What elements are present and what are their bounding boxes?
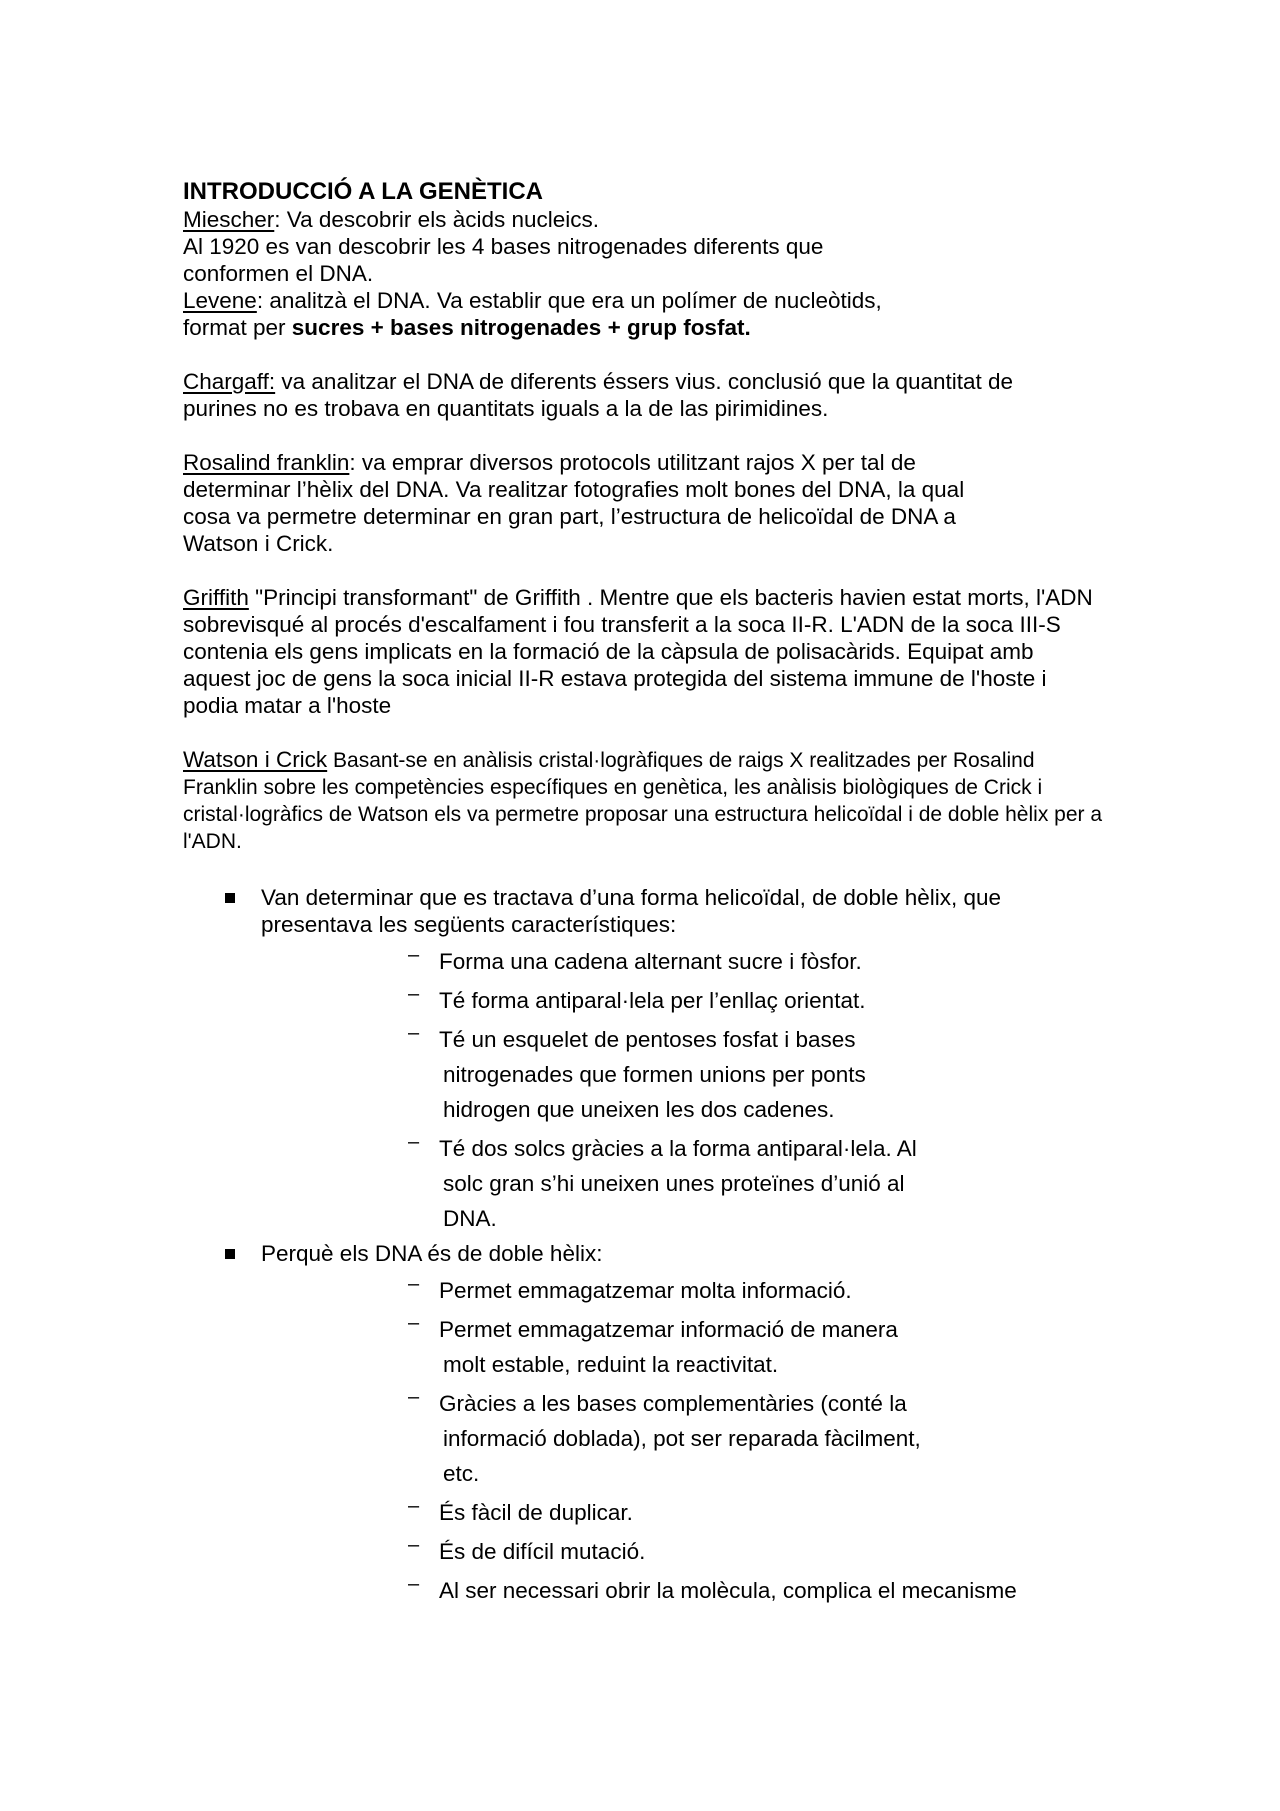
list-item: – Té dos solcs gràcies a la forma antiparal·lela. Al solc gran s’hi uneixen unes proteïnes d’unió al DNA. <box>183 1131 959 1236</box>
list-item: – És fàcil de duplicar. <box>183 1495 959 1530</box>
dash-icon: – <box>408 1273 420 1295</box>
name-watson: Watson i Crick <box>183 747 328 772</box>
document-body <box>183 178 1113 1612</box>
dash-icon: – <box>408 1534 420 1556</box>
list-item: – Al ser necessari obrir la molècula, complica el mecanisme <box>183 1573 1079 1608</box>
paragraph-levene <box>183 287 903 341</box>
list-item: – Gràcies a les bases complementàries (conté la informació doblada), pot ser reparada fàcilment, etc. <box>183 1386 959 1491</box>
sub-list <box>183 944 1113 1236</box>
dash-icon: – <box>408 1022 420 1044</box>
square-bullet-icon <box>225 1249 235 1259</box>
list-item: – Té forma antiparal·lela per l’enllaç orientat. <box>183 983 959 1018</box>
list-item: – Permet emmagatzemar molta informació. <box>183 1273 959 1308</box>
paragraph-watson <box>183 746 1113 854</box>
paragraph-franklin <box>183 449 973 557</box>
text-miescher: : Va descobrir els àcids nucleics. <box>274 207 600 232</box>
list-item: – És de difícil mutació. <box>183 1534 959 1569</box>
dash-icon: – <box>408 944 420 966</box>
dash-icon: – <box>408 1386 420 1408</box>
square-bullet-icon <box>225 893 235 903</box>
bullet-text: Van determinar que es tractava d’una forma helicoïdal, de doble hèlix, que presentava les següents característiques: <box>261 885 1002 937</box>
dash-icon: – <box>408 1573 420 1595</box>
name-chargaff: Chargaff: <box>183 369 276 394</box>
page-title: INTRODUCCIÓ A LA GENÈTICA <box>183 178 543 205</box>
text-watson: Basant-se en anàlisis cristal·logràfiques de raigs X realitzades per Rosalind Franklin sobre les competències específiques en genètica, les anàlisis biològiques de Crick i cristal·logràfics de Watson els va permetre proposar una estructura helicoïdal i de doble hèlix per a l'ADN. <box>183 749 1103 853</box>
name-miescher: Miescher <box>183 207 275 232</box>
name-franklin: Rosalind franklin <box>183 450 350 475</box>
dash-icon: – <box>408 983 420 1005</box>
paragraph-miescher <box>183 206 1113 233</box>
list-item: – Forma una cadena alternant sucre i fòsfor. <box>183 944 959 979</box>
name-levene: Levene <box>183 288 257 313</box>
paragraph-griffith <box>183 584 1103 719</box>
paragraph-chargaff <box>183 368 1073 422</box>
name-griffith: Griffith <box>183 585 249 610</box>
text-franklin: : va emprar diversos protocols utilitzant rajos X per tal de determinar l’hèlix del DNA. Va realitzar fotografies molt bones del DNA, la qual cosa va permetre determinar en gran part, l’estructura de helicoïdal de DNA a Watson i Crick. <box>183 450 965 556</box>
bullet-text: Perquè els DNA és de doble hèlix: <box>261 1241 603 1266</box>
text-levene: : analitzà el DNA. Va establir que era un polímer de nucleòtids, format per <box>183 288 882 340</box>
sub-list <box>183 1273 1113 1608</box>
list-item: – Té un esquelet de pentoses fosfat i bases nitrogenades que formen unions per ponts hidrogen que uneixen les dos cadenes. <box>183 1022 959 1127</box>
list-item: – Permet emmagatzemar informació de manera molt estable, reduint la reactivitat. <box>183 1312 959 1382</box>
text-griffith: "Principi transformant" de Griffith . Mentre que els bacteris havien estat morts, l'ADN sobrevisqué al procés d'escalfament i fou transferit a la soca II-R. L'ADN de la soca III-S contenia els gens implicats en la formació de la càpsula de polisacàrids. Equipat amb aquest joc de gens la soca inicial II-R estava protegida del sistema immune de l'hoste i podia matar a l'hoste <box>183 585 1093 718</box>
paragraph-1920: Al 1920 es van descobrir les 4 bases nitrogenades diferents que conformen el DNA. <box>183 234 824 286</box>
bullet-why <box>183 1240 1051 1267</box>
bold-levene: sucres + bases nitrogenades + grup fosfat. <box>291 315 751 340</box>
bullet-list <box>183 884 1113 1608</box>
bullet-structure <box>183 884 1051 938</box>
dash-icon: – <box>408 1495 420 1517</box>
dash-icon: – <box>408 1131 420 1153</box>
dash-icon: – <box>408 1312 420 1334</box>
text-chargaff: va analitzar el DNA de diferents éssers vius. conclusió que la quantitat de purines no es trobava en quantitats iguals a la de las pirimidines. <box>183 369 1014 421</box>
